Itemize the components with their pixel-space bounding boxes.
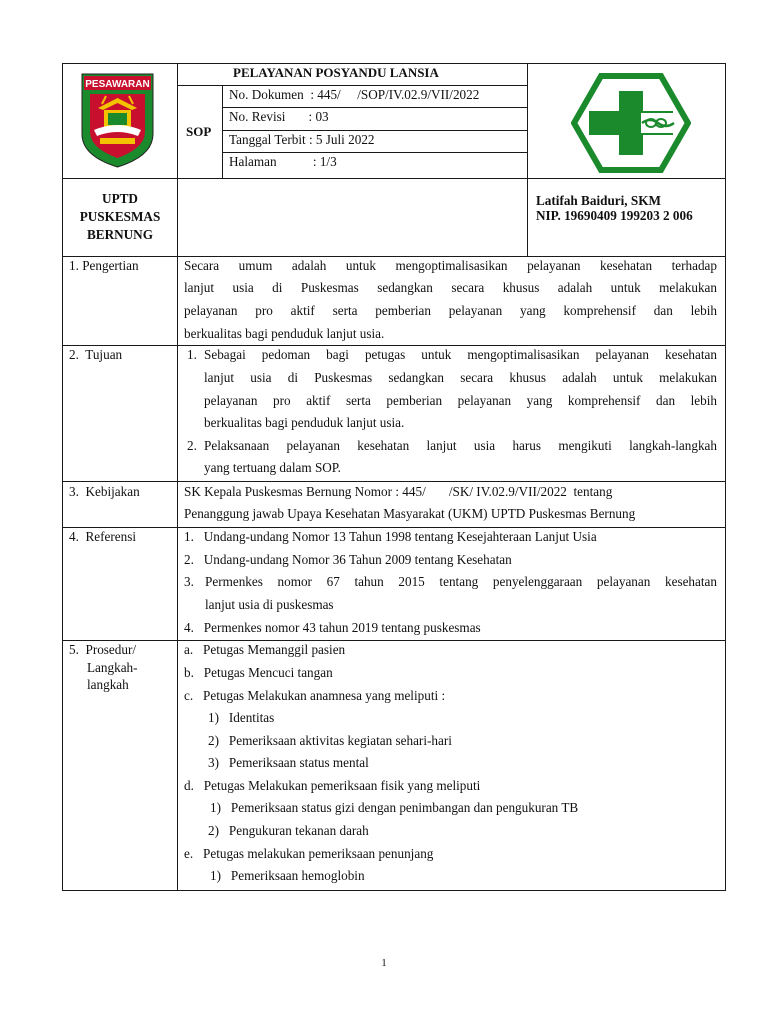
org-line-2: PUSKESMAS bbox=[79, 209, 161, 224]
page-number: 1 bbox=[381, 957, 387, 969]
revision-number: No. Revisi : 03 bbox=[229, 109, 329, 124]
prosedur-step-c-1: 1) Identitas bbox=[208, 710, 275, 725]
issue-date: Tanggal Terbit : 5 Juli 2022 bbox=[229, 132, 375, 147]
tujuan-item-1-line-1: Sebagai pedoman bagi petugas untuk mengoptimalisasikan pelayanan kesehatan bbox=[204, 347, 717, 362]
section-label-referensi: 4. Referensi bbox=[69, 529, 137, 544]
section-label-prosedur-2: Langkah- bbox=[87, 660, 138, 675]
prosedur-step-a: a. Petugas Memanggil pasien bbox=[184, 642, 346, 657]
pesawaran-logo bbox=[80, 72, 155, 168]
referensi-item-3-line-2: lanjut usia di puskesmas bbox=[205, 597, 334, 612]
sop-label: SOP bbox=[186, 124, 212, 139]
prosedur-step-d: d. Petugas Melakukan pemeriksaan fisik yang meliputi bbox=[184, 778, 481, 793]
pengertian-line-2: lanjut usia di Puskesmas sedangkan secara khusus adalah untuk melakukan bbox=[184, 280, 717, 295]
prosedur-step-e-1: 1) Pemeriksaan hemoglobin bbox=[210, 868, 365, 883]
document-title: PELAYANAN POSYANDU LANSIA bbox=[233, 65, 439, 80]
tujuan-item-2-line-2: yang tertuang dalam SOP. bbox=[204, 460, 341, 475]
doc-number: No. Dokumen : 445/ /SOP/IV.02.9/VII/2022 bbox=[229, 87, 480, 102]
referensi-item-2: 2. Undang-undang Nomor 36 Tahun 2009 tentang Kesehatan bbox=[184, 552, 512, 567]
section-label-prosedur-3: langkah bbox=[87, 677, 129, 692]
referensi-item-4: 4. Permenkes nomor 43 tahun 2019 tentang puskesmas bbox=[184, 620, 481, 635]
tujuan-item-2-line-1: Pelaksanaan pelayanan kesehatan lanjut usia harus mengikuti langkah-langkah bbox=[204, 438, 717, 453]
section-label-tujuan: 2. Tujuan bbox=[69, 347, 123, 362]
tujuan-item-1-line-4: berkualitas bagi penduduk lanjut usia. bbox=[204, 415, 405, 430]
referensi-item-1: 1. Undang-undang Nomor 13 Tahun 1998 tentang Kesejahteraan Lanjut Usia bbox=[184, 529, 597, 544]
prosedur-step-c: c. Petugas Melakukan anamnesa yang meliputi : bbox=[184, 688, 446, 703]
kebijakan-line-1: SK Kepala Puskesmas Bernung Nomor : 445/ /SK/ IV.02.9/VII/2022 tentang bbox=[184, 484, 613, 499]
org-line-1: UPTD bbox=[102, 191, 138, 206]
prosedur-step-c-2: 2) Pemeriksaan aktivitas kegiatan sehari-hari bbox=[208, 733, 452, 748]
pengertian-line-1: Secara umum adalah untuk mengoptimalisasikan pelayanan kesehatan terhadap bbox=[184, 258, 717, 273]
org-line-3: BERNUNG bbox=[87, 227, 153, 242]
prosedur-step-c-3: 3) Pemeriksaan status mental bbox=[208, 755, 369, 770]
referensi-item-3-line-1: Permenkes nomor 67 tahun 2015 tentang penyelenggaraan pelayanan kesehatan bbox=[205, 574, 717, 589]
prosedur-step-d-1: 1) Pemeriksaan status gizi dengan penimbangan dan pengukuran TB bbox=[210, 800, 579, 815]
prosedur-step-e: e. Petugas melakukan pemeriksaan penunjang bbox=[184, 846, 434, 861]
puskesmas-logo bbox=[571, 73, 691, 173]
section-label-pengertian: 1. Pengertian bbox=[69, 258, 139, 273]
pengertian-line-3: pelayanan pro aktif serta pemberian pelayanan yang komprehensif dan lebih bbox=[184, 303, 717, 318]
tujuan-item-2-number: 2. bbox=[187, 438, 197, 453]
section-label-kebijakan: 3. Kebijakan bbox=[69, 484, 140, 499]
prosedur-step-b: b. Petugas Mencuci tangan bbox=[184, 665, 333, 680]
signer-nip: NIP. 19690409 199203 2 006 bbox=[536, 208, 693, 223]
referensi-item-3-number: 3. bbox=[184, 574, 194, 589]
kebijakan-line-2: Penanggung jawab Upaya Kesehatan Masyarakat (UKM) UPTD Puskesmas Bernung bbox=[184, 506, 636, 521]
page-info: Halaman : 1/3 bbox=[229, 154, 337, 169]
tujuan-item-1-line-3: pelayanan pro aktif serta pemberian pelayanan yang komprehensif dan lebih bbox=[204, 393, 717, 408]
signer-name: Latifah Baiduri, SKM bbox=[536, 193, 661, 208]
prosedur-step-d-2: 2) Pengukuran tekanan darah bbox=[208, 823, 369, 838]
tujuan-item-1-line-2: lanjut usia di Puskesmas sedangkan secara khusus adalah untuk melakukan bbox=[204, 370, 717, 385]
svg-text:PESAWARAN: PESAWARAN bbox=[85, 79, 150, 90]
section-label-prosedur: 5. Prosedur/ bbox=[69, 642, 137, 657]
tujuan-item-1-number: 1. bbox=[187, 347, 197, 362]
pengertian-line-4: berkualitas bagi penduduk lanjut usia. bbox=[184, 326, 385, 341]
